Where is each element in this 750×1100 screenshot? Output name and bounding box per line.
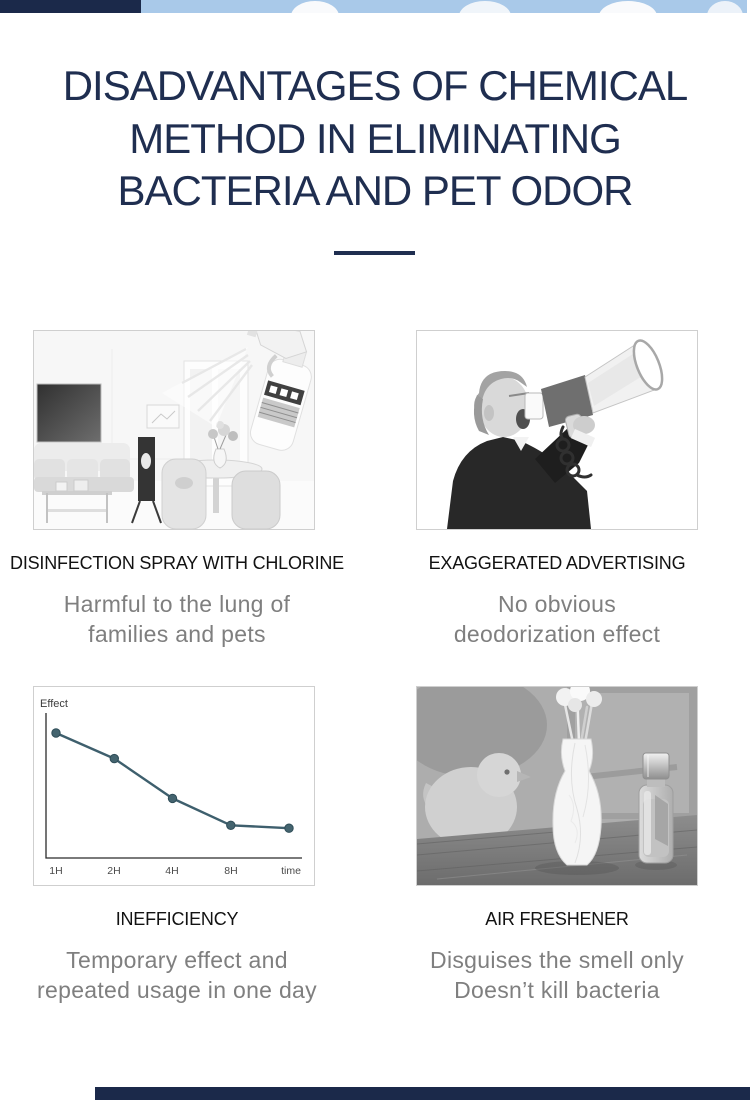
man-shouting-megaphone-photo [416,330,698,530]
living-room-chlorine-spray-photo [33,330,315,530]
living-room-art [34,331,314,529]
desc-line: No obvious [497,591,617,617]
chart-tick-4h: 4H [165,865,179,877]
caption-disinfection-spray: DISINFECTION SPRAY WITH CHLORINE [10,553,344,573]
white-fur-blob [291,1,339,13]
desc-disinfection-spray [0,589,354,649]
tv-screen [37,384,101,442]
white-fur-blob [707,1,743,13]
bottom-strip [95,1087,750,1100]
desc-line: Doesn’t kill bacteria [454,977,660,1003]
caption-air-freshener: AIR FRESHENER [485,909,629,929]
title-line-1: DISADVANTAGES OF CHEMICAL [62,62,688,109]
chart-data-point [227,821,235,829]
chart-data-point [285,824,293,832]
desc-line: Temporary effect and [66,947,288,973]
chart-data-point [52,729,60,737]
desc-air-freshener [380,945,734,1005]
chart-tick-time: time [281,865,301,877]
title-divider [334,251,415,255]
chart-ylabel: Effect [40,698,68,710]
reed-diffuser-on-table-photo [416,686,698,886]
effect-vs-time-line-chart [33,686,315,886]
desc-line: Disguises the smell only [430,947,684,973]
chart-tick-1h: 1H [49,865,63,877]
white-fur-blob [599,1,657,13]
chart-data-point [168,794,176,802]
caption-inefficiency: INEFFICIENCY [115,909,239,929]
floor-speaker [138,437,155,501]
effect-chart [34,687,314,885]
desc-line: families and pets [88,621,266,647]
desc-line: repeated usage in one day [37,977,317,1003]
desc-inefficiency [0,945,354,1005]
air-freshener-art [417,687,697,885]
chart-tick-2h: 2H [107,865,121,877]
chart-data-point [110,754,118,762]
top-strip-navy-block [0,0,141,13]
megaphone-man-art [417,331,697,529]
title-line-3: BACTERIA AND PET ODOR [117,167,633,214]
top-strip-photo-sliver [141,0,747,13]
desc-exaggerated-advertising [380,589,734,649]
white-fur-blob [459,1,511,13]
top-strip [0,0,750,13]
flower-vase [214,449,227,468]
chart-tick-8h: 8H [224,865,238,877]
desc-line: deodorization effect [453,621,661,647]
caption-exaggerated-advertising: EXAGGERATED ADVERTISING [428,553,686,573]
page-title [0,60,750,218]
desc-line: Harmful to the lung of [63,591,291,617]
title-line-2: METHOD IN ELIMINATING [129,114,621,162]
